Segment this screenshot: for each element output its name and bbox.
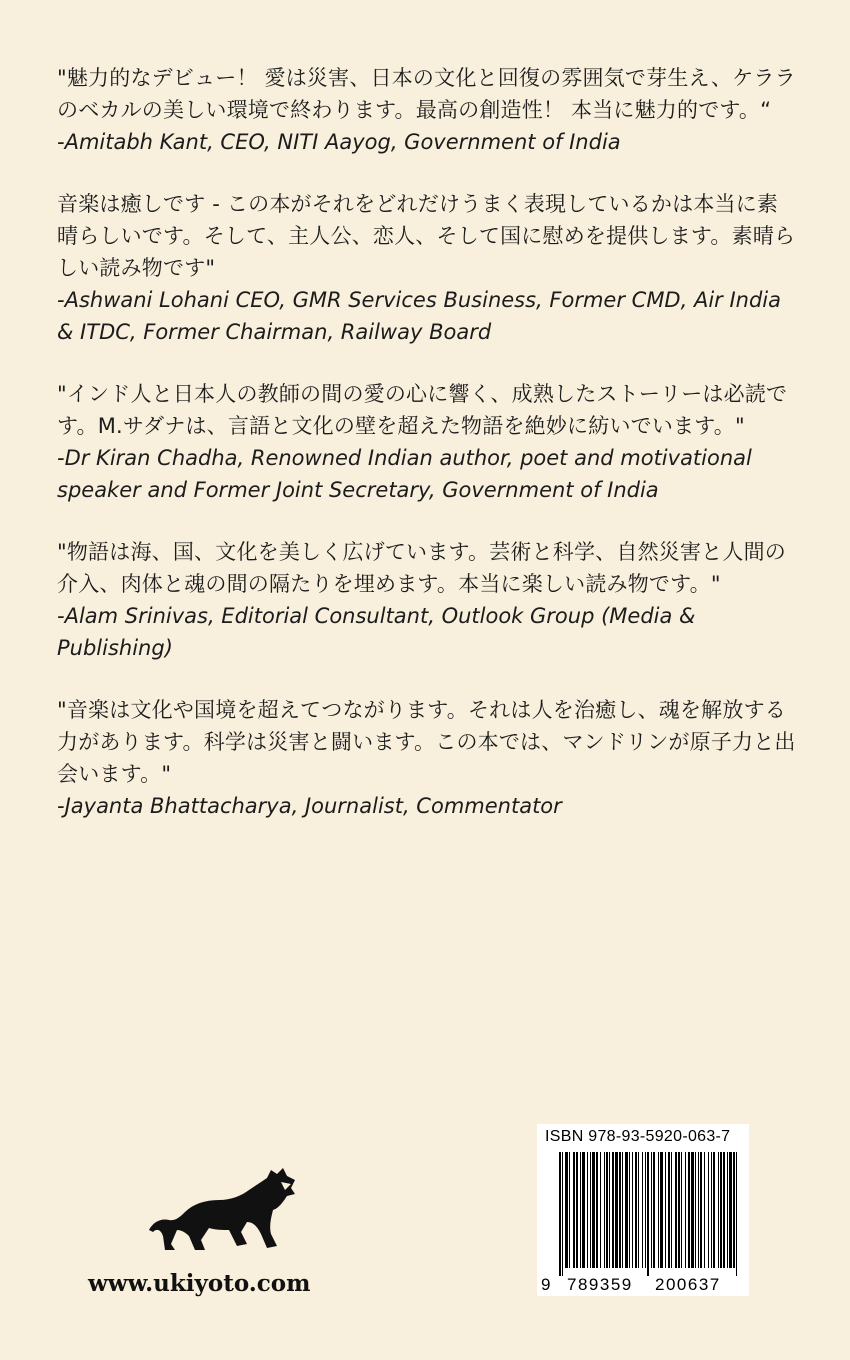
barcode-bar <box>658 1152 659 1268</box>
barcode-bar <box>604 1152 605 1268</box>
barcode-bar <box>681 1152 682 1268</box>
barcode-bar <box>609 1152 610 1268</box>
barcode-bar <box>678 1152 680 1268</box>
barcode-bar <box>688 1152 690 1268</box>
barcode-bar <box>645 1152 646 1268</box>
barcode-bar <box>625 1152 628 1268</box>
publisher-website[interactable]: www.ukiyoto.com <box>88 1270 311 1297</box>
review-author: -Alam Srinivas, Editorial Consultant, Outlook Group (Media & Publishing) <box>57 604 696 660</box>
barcode-bar <box>695 1152 696 1268</box>
barcode-bar <box>691 1152 694 1268</box>
barcode-bar <box>720 1152 722 1268</box>
review-quote: "魅力的なデビュー！ 愛は災害、日本の文化と回復の雰囲気で芽生え、ケララのベカルの美しい環境で終わります。最高の創造性！ 本当に魅力的です。“ <box>57 66 796 122</box>
barcode-bar <box>606 1152 608 1268</box>
review-5 <box>57 694 797 822</box>
barcode-bar <box>573 1152 575 1268</box>
review-author: -Dr Kiran Chadha, Renowned Indian author, poet and motivational speaker and Former Joint Secretary, Government of India <box>57 446 752 502</box>
reviews-section <box>57 62 797 852</box>
barcode-bar <box>713 1152 715 1268</box>
barcode-bar <box>642 1152 643 1268</box>
review-quote: "音楽は文化や国境を超えてつながります。それは人を治癒し、魂を解放する力があります。科学は災害と闘います。この本では、マンドリンが原子力と出会います。" <box>57 698 796 786</box>
barcode-bar <box>629 1152 630 1268</box>
barcode-bar <box>590 1152 591 1268</box>
barcode-bar <box>619 1152 621 1268</box>
barcode-bar <box>632 1152 633 1268</box>
review-quote: "インド人と日本人の教師の間の愛の心に響く、成熟したストーリーは必読です。M.サダナは、言語と文化の壁を超えた物語を絶妙に紡いでいます。" <box>57 382 788 438</box>
barcode-bar <box>698 1152 699 1268</box>
barcode-bar <box>600 1152 601 1268</box>
barcode-bar <box>723 1152 725 1268</box>
barcode-bar <box>718 1152 719 1268</box>
barcode-bar <box>671 1152 672 1268</box>
review-quote: "物語は海、国、文化を美しく広げています。芸術と科学、自然災害と人間の介入、肉体と魂の間の隔たりを埋めます。本当に楽しい読み物です。" <box>57 540 786 596</box>
barcode-digits-group2: 200637 <box>655 1275 721 1294</box>
barcode-bar <box>685 1152 686 1268</box>
barcode-bar <box>559 1152 561 1276</box>
barcode-bar <box>653 1152 655 1268</box>
review-1 <box>57 62 797 158</box>
review-quote: 音楽は癒しです - この本がそれをどれだけうまく表現しているかは本当に素晴らしいです。そして、主人公、恋人、そして国に慰めを提供します。素晴らしい読み物です" <box>57 192 796 280</box>
barcode-digits-group1: 789359 <box>567 1275 633 1294</box>
barcode-bar <box>700 1152 702 1268</box>
barcode-bar <box>592 1152 595 1268</box>
barcode-bar <box>729 1152 732 1268</box>
barcode-bar <box>708 1152 709 1268</box>
barcode-bar <box>587 1152 588 1268</box>
barcode-bars <box>537 1152 749 1296</box>
barcode-bar <box>569 1152 570 1268</box>
review-author: -Amitabh Kant, CEO, NITI Aayog, Government of India <box>57 130 621 154</box>
barcode-bar <box>565 1152 568 1268</box>
barcode-bar <box>647 1152 649 1276</box>
barcode-bar <box>704 1152 705 1268</box>
barcode-bar <box>580 1152 581 1268</box>
review-3 <box>57 378 797 506</box>
barcode-bar <box>727 1152 728 1268</box>
barcode-bar <box>733 1152 735 1268</box>
barcode-bar <box>582 1152 585 1268</box>
barcode-bar <box>675 1152 677 1268</box>
barcode-bar <box>622 1152 623 1268</box>
barcode-bar <box>612 1152 614 1268</box>
panther-icon <box>145 1160 300 1256</box>
barcode-bar <box>665 1152 666 1268</box>
review-2 <box>57 188 797 348</box>
barcode-bar <box>668 1152 670 1268</box>
barcode-bar <box>638 1152 639 1268</box>
isbn-label: ISBN 978-93-5920-063-7 <box>545 1128 731 1145</box>
barcode-bar <box>660 1152 663 1268</box>
review-author: -Ashwani Lohani CEO, GMR Services Business, Former CMD, Air India & ITDC, Former Chairman, Railway Board <box>57 288 781 344</box>
barcode-bar <box>651 1152 652 1268</box>
barcode-digit-first: 9 <box>541 1275 551 1294</box>
barcode-bar <box>635 1152 637 1268</box>
barcode-bar <box>736 1152 737 1276</box>
barcode-bar <box>711 1152 712 1268</box>
review-author: -Jayanta Bhattacharya, Journalist, Commentator <box>57 794 562 818</box>
barcode-bar <box>576 1152 578 1268</box>
barcode-bar <box>562 1152 563 1276</box>
barcode-bar <box>596 1152 598 1268</box>
review-4 <box>57 536 797 664</box>
barcode-bar <box>615 1152 618 1268</box>
isbn-barcode <box>537 1124 749 1296</box>
